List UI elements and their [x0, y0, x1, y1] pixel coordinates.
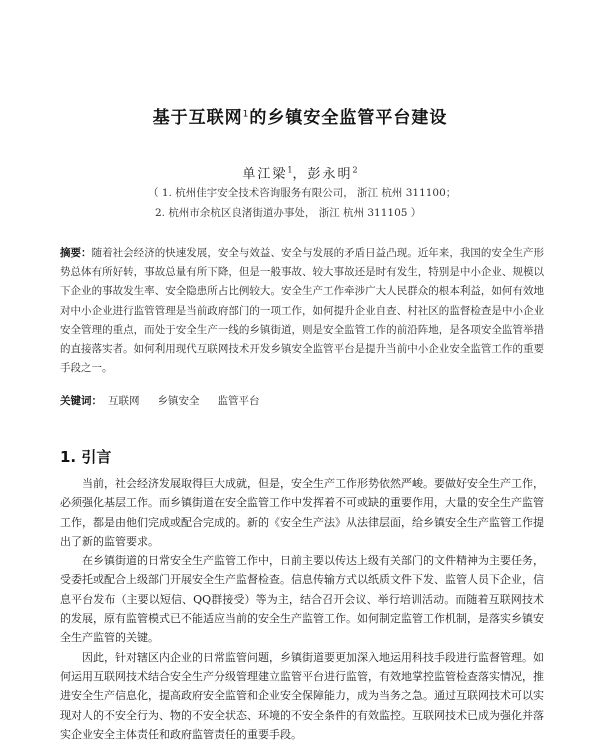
body-text [60, 474, 544, 744]
keyword: 乡镇安全 [157, 395, 200, 407]
abstract-label: 摘要： [60, 247, 92, 259]
keywords-label: 关键词： [60, 395, 102, 407]
abstract [60, 244, 544, 378]
author-name: 彭永明 [307, 167, 353, 182]
body-paragraph: 因此，针对辖区内企业的日常监管问题，乡镇街道要更加深入地运用科技手段进行监督管理。如何运用互联网技术结合安全生产分级管理建立监管平台进行监管，有效地掌控监管检查落实情况，推进安全生产信息化，提高政府安全监管和企业安全保障能力，成为当务之急。通过互联网技术可以实现对人的不安全行为、物的不安全状态、环境的不安全条件的有效监控。互联网技术已成为强化并落实企业安全主体责任和政府监管责任的重要手段。 [60, 650, 544, 741]
paper-title [0, 103, 600, 128]
affiliation-2: 2. 杭州市余杭区良渚街道办事处， 浙江 杭州 311105 ） [155, 207, 422, 219]
author-line [0, 163, 600, 182]
keyword: 互联网 [108, 395, 140, 407]
title-text-rest: 的乡镇安全监管平台建设 [249, 108, 448, 128]
abstract-text: 随着社会经济的快速发展，安全与效益、安全与发展的矛盾日益凸现。近年来，我国的安全生产形势总体有所好转，事故总量有所下降，但是一般事故、较大事故还是时有发生，特别是中小企业、规模以下企业的事故发生率、安全隐患所占比例较大。安全生产工作牵涉广大人民群众的根本利益，如何有效地对中小企业进行监管管理是当前政府部门的一项工作，如何提升企业自查、村社区的监督检查是中小企业安全管理的重点，而处于安全生产一线的乡镇街道，则是安全监管工作的前沿阵地，是各项安全监管举措的直接落实者。如何利用现代互联网技术开发乡镇安全监管平台是提升当前中小企业安全监管工作的重要手段之一。 [60, 247, 545, 375]
author-affil-mark: 1 [287, 165, 293, 175]
section-heading: 1. 引言 [60, 448, 112, 466]
author-name: 单江梁 [242, 167, 288, 182]
author-separator: ， [292, 167, 308, 182]
affiliation-1: （ 1. 杭州佳宇安全技术咨询服务有限公司， 浙江 杭州 311100； [148, 187, 457, 199]
keyword: 监管平台 [217, 395, 260, 407]
title-text: 基于互联网 [152, 108, 243, 128]
author-affil-mark: 2 [352, 165, 358, 175]
body-paragraph: 当前，社会经济发展取得巨大成就，但是，安全生产工作形势依然严峻。要做好安全生产工作，必须强化基层工作。而乡镇街道在安全监管工作中发挥着不可或缺的重要作用，大量的安全生产监管工作，都是由他们完成或配合完成的。新的《安全生产法》从法律层面，给乡镇安全生产监管工作提出了新的监管要求。 [60, 477, 544, 548]
keywords-line [60, 393, 544, 408]
body-paragraph: 在乡镇街道的日常安全生产监管工作中，日前主要以传达上级有关部门的文件精神为主要任务，受委托或配合上级部门开展安全生产监督检查。信息传输方式以纸质文件下发、监管人员下企业，信息平台发布（主要以短信、QQ群接受）等为主，结合召开会议、举行培训活动。而随着互联网技术的发展，原有监管模式已不能适应当前的安全生产监管工作。如何制定监管工作机制，是落实乡镇安全生产监管的关键。 [60, 554, 544, 645]
title-footnote-mark: 1 [242, 109, 250, 120]
